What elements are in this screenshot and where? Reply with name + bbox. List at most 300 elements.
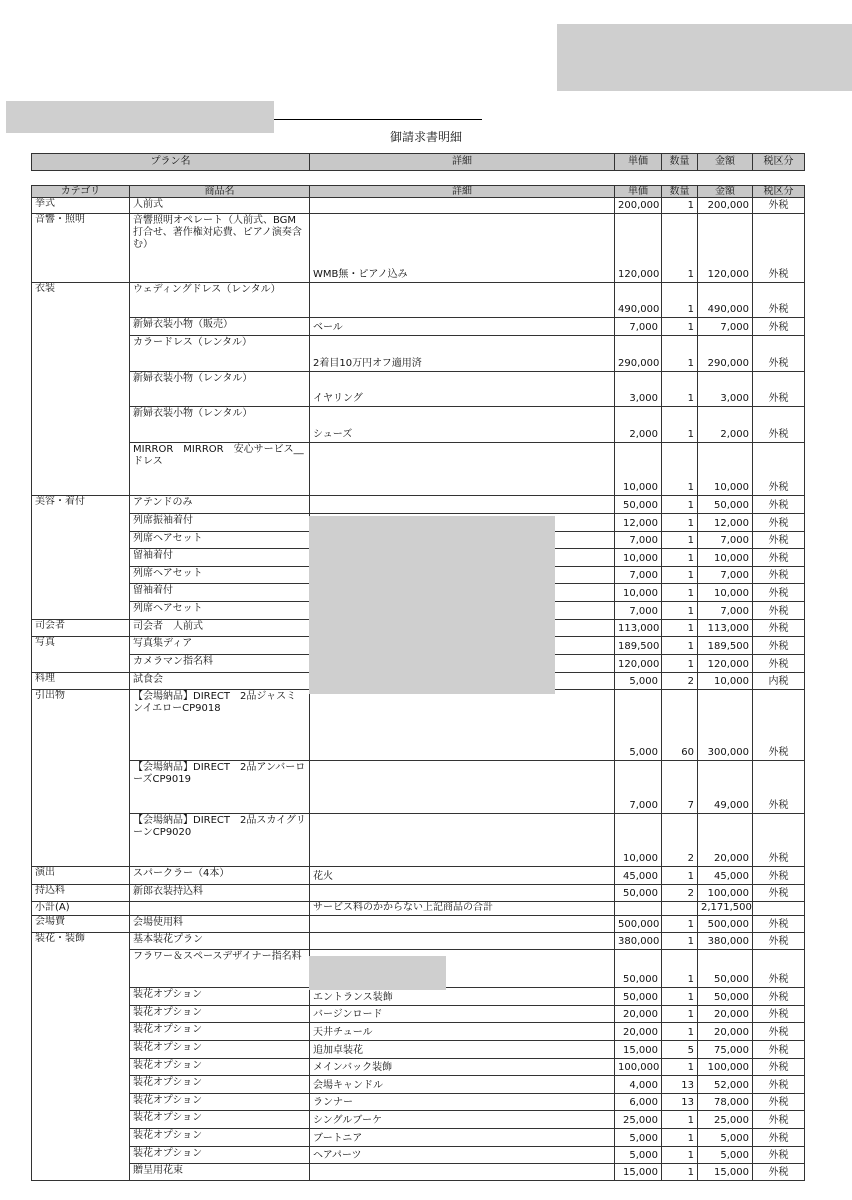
category-cell: 会場費 <box>32 916 130 933</box>
category-cell: 料理 <box>32 673 130 690</box>
category-cell <box>32 1147 130 1164</box>
table-row <box>32 372 805 407</box>
subtotal-row <box>32 902 805 916</box>
subtotal-amount: 2,171,500 <box>698 902 753 916</box>
amount-cell: 7,000 <box>698 532 753 549</box>
quantity-cell: 1 <box>662 336 698 372</box>
item-name-cell: カラードレス（レンタル） <box>130 336 310 372</box>
table-row <box>32 1041 805 1059</box>
category-cell: 美容・着付 <box>32 496 130 514</box>
plan-header-qty: 数量 <box>662 154 698 171</box>
plan-header-amount: 金額 <box>698 154 753 171</box>
category-cell: 挙式 <box>32 198 130 214</box>
tax-type-cell: 外税 <box>753 443 805 496</box>
tax-type-cell: 外税 <box>753 988 805 1006</box>
table-row <box>32 1129 805 1147</box>
unit-price-cell: 200,000 <box>615 198 662 214</box>
quantity-cell: 1 <box>662 532 698 549</box>
table-row <box>32 885 805 902</box>
category-cell <box>32 1094 130 1111</box>
table-row <box>32 867 805 885</box>
unit-price-cell: 10,000 <box>615 443 662 496</box>
category-cell: 司会者 <box>32 620 130 637</box>
unit-price-cell: 380,000 <box>615 933 662 950</box>
quantity-cell: 1 <box>662 514 698 532</box>
quantity-cell: 1 <box>662 407 698 443</box>
category-cell: 写真 <box>32 637 130 655</box>
table-row <box>32 933 805 950</box>
amount-cell: 300,000 <box>698 690 753 761</box>
category-cell <box>32 602 130 620</box>
detail-cell <box>310 1164 615 1181</box>
quantity-cell: 1 <box>662 318 698 336</box>
quantity-cell: 1 <box>662 214 698 283</box>
tax-type-cell: 外税 <box>753 690 805 761</box>
unit-price-cell: 25,000 <box>615 1111 662 1129</box>
tax-type-cell: 外税 <box>753 1111 805 1129</box>
table-row <box>32 988 805 1006</box>
table-row <box>32 1147 805 1164</box>
amount-cell: 200,000 <box>698 198 753 214</box>
tax-type-cell: 外税 <box>753 761 805 814</box>
table-row <box>32 407 805 443</box>
quantity-cell: 13 <box>662 1076 698 1094</box>
category-cell: 持込料 <box>32 885 130 902</box>
amount-cell: 380,000 <box>698 933 753 950</box>
detail-cell: 会場キャンドル <box>310 1076 615 1094</box>
unit-price-cell: 5,000 <box>615 1147 662 1164</box>
item-name-cell: 列席ヘアセット <box>130 532 310 549</box>
item-name-cell: スパークラー（4本） <box>130 867 310 885</box>
tax-type-cell: 外税 <box>753 1094 805 1111</box>
header-category: カテゴリ <box>32 186 130 198</box>
tax-type-cell: 外税 <box>753 1129 805 1147</box>
unit-price-cell: 120,000 <box>615 655 662 673</box>
amount-cell: 10,000 <box>698 584 753 602</box>
unit-price-cell: 7,000 <box>615 602 662 620</box>
item-name-cell: 新婦衣装小物（レンタル） <box>130 372 310 407</box>
detail-cell <box>310 496 615 514</box>
unit-price-cell: 15,000 <box>615 1041 662 1059</box>
quantity-cell: 1 <box>662 198 698 214</box>
item-name-cell: 列席ヘアセット <box>130 602 310 620</box>
tax-type-cell: 外税 <box>753 885 805 902</box>
quantity-cell: 1 <box>662 549 698 567</box>
quantity-cell: 1 <box>662 933 698 950</box>
item-name-cell: 新婦衣装小物（レンタル） <box>130 407 310 443</box>
category-cell: 音響・照明 <box>32 214 130 283</box>
tax-type-cell: 内税 <box>753 673 805 690</box>
amount-cell: 50,000 <box>698 496 753 514</box>
detail-cell: WMB無・ピアノ込み <box>310 214 615 283</box>
quantity-cell: 1 <box>662 916 698 933</box>
table-row <box>32 761 805 814</box>
plan-header-name: プラン名 <box>32 154 310 171</box>
amount-cell: 100,000 <box>698 885 753 902</box>
category-cell: 衣装 <box>32 283 130 318</box>
detail-cell <box>310 933 615 950</box>
category-cell <box>32 1041 130 1059</box>
redaction-box-detail-designer <box>309 956 446 990</box>
unit-price-cell: 10,000 <box>615 814 662 867</box>
table-row <box>32 1076 805 1094</box>
detail-cell <box>310 690 615 761</box>
detail-cell: 追加卓装花 <box>310 1041 615 1059</box>
category-cell <box>32 655 130 673</box>
tax-type-cell: 外税 <box>753 1147 805 1164</box>
unit-price-cell: 5,000 <box>615 690 662 761</box>
tax-type-cell: 外税 <box>753 318 805 336</box>
detail-cell: シューズ <box>310 407 615 443</box>
detail-cell: シングルブーケ <box>310 1111 615 1129</box>
tax-type-cell: 外税 <box>753 933 805 950</box>
detail-cell: ランナー <box>310 1094 615 1111</box>
table-row <box>32 318 805 336</box>
item-name-cell: 装花オプション <box>130 1023 310 1041</box>
category-cell <box>32 1059 130 1076</box>
tax-type-cell: 外税 <box>753 567 805 584</box>
table-row <box>32 214 805 283</box>
table-row <box>32 443 805 496</box>
amount-cell: 78,000 <box>698 1094 753 1111</box>
quantity-cell: 2 <box>662 814 698 867</box>
category-cell <box>32 318 130 336</box>
unit-price-cell: 20,000 <box>615 1006 662 1023</box>
table-row <box>32 496 805 514</box>
detail-cell: バージンロード <box>310 1006 615 1023</box>
unit-price-cell: 20,000 <box>615 1023 662 1041</box>
item-name-cell: 装花オプション <box>130 1041 310 1059</box>
tax-type-cell: 外税 <box>753 496 805 514</box>
quantity-cell: 1 <box>662 602 698 620</box>
item-name-cell: 写真集ディア <box>130 637 310 655</box>
subtotal-price-cell <box>615 902 662 916</box>
category-cell <box>32 1164 130 1181</box>
tax-type-cell: 外税 <box>753 198 805 214</box>
unit-price-cell: 50,000 <box>615 988 662 1006</box>
unit-price-cell: 290,000 <box>615 336 662 372</box>
category-cell: 演出 <box>32 867 130 885</box>
amount-cell: 7,000 <box>698 567 753 584</box>
unit-price-cell: 6,000 <box>615 1094 662 1111</box>
amount-cell: 49,000 <box>698 761 753 814</box>
amount-cell: 10,000 <box>698 673 753 690</box>
item-name-cell: 留袖着付 <box>130 584 310 602</box>
detail-cell: 花火 <box>310 867 615 885</box>
item-name-cell: 装花オプション <box>130 1129 310 1147</box>
amount-cell: 290,000 <box>698 336 753 372</box>
detail-cell <box>310 885 615 902</box>
unit-price-cell: 5,000 <box>615 1129 662 1147</box>
item-name-cell: 新婦衣装小物（販売） <box>130 318 310 336</box>
category-cell: 引出物 <box>32 690 130 761</box>
item-name-cell: 装花オプション <box>130 988 310 1006</box>
category-cell <box>32 988 130 1006</box>
category-cell: 装花・装飾 <box>32 933 130 950</box>
item-name-cell: アテンドのみ <box>130 496 310 514</box>
category-cell <box>32 407 130 443</box>
tax-type-cell: 外税 <box>753 1164 805 1181</box>
category-cell <box>32 1076 130 1094</box>
quantity-cell: 1 <box>662 567 698 584</box>
quantity-cell: 1 <box>662 283 698 318</box>
amount-cell: 7,000 <box>698 602 753 620</box>
unit-price-cell: 12,000 <box>615 514 662 532</box>
item-name-cell: 留袖着付 <box>130 549 310 567</box>
table-row <box>32 283 805 318</box>
detail-cell: エントランス装飾 <box>310 988 615 1006</box>
recipient-underline <box>274 119 482 120</box>
table-row <box>32 1006 805 1023</box>
item-name-cell: フラワー＆スペースデザイナー指名料 <box>130 950 310 988</box>
quantity-cell: 1 <box>662 1111 698 1129</box>
quantity-cell: 1 <box>662 1059 698 1076</box>
tax-type-cell: 外税 <box>753 637 805 655</box>
tax-type-cell: 外税 <box>753 602 805 620</box>
category-cell <box>32 1111 130 1129</box>
plan-header-tax: 税区分 <box>753 154 805 171</box>
tax-type-cell: 外税 <box>753 655 805 673</box>
unit-price-cell: 2,000 <box>615 407 662 443</box>
tax-type-cell: 外税 <box>753 532 805 549</box>
detail-cell: イヤリング <box>310 372 615 407</box>
amount-cell: 45,000 <box>698 867 753 885</box>
amount-cell: 10,000 <box>698 443 753 496</box>
quantity-cell: 1 <box>662 867 698 885</box>
item-name-cell: ウェディングドレス（レンタル） <box>130 283 310 318</box>
quantity-cell: 1 <box>662 620 698 637</box>
table-row <box>32 1094 805 1111</box>
unit-price-cell: 500,000 <box>615 916 662 933</box>
item-name-cell: 列席振袖着付 <box>130 514 310 532</box>
tax-type-cell: 外税 <box>753 407 805 443</box>
item-name-cell: カメラマン指名料 <box>130 655 310 673</box>
detail-cell: ヘアパーツ <box>310 1147 615 1164</box>
category-cell <box>32 372 130 407</box>
tax-type-cell: 外税 <box>753 950 805 988</box>
redaction-box-top-right <box>557 24 852 91</box>
amount-cell: 20,000 <box>698 1006 753 1023</box>
quantity-cell: 1 <box>662 1006 698 1023</box>
quantity-cell: 1 <box>662 584 698 602</box>
item-name-cell: 新郎衣装持込料 <box>130 885 310 902</box>
tax-type-cell: 外税 <box>753 1006 805 1023</box>
unit-price-cell: 189,500 <box>615 637 662 655</box>
tax-type-cell: 外税 <box>753 1076 805 1094</box>
item-name-cell: 装花オプション <box>130 1076 310 1094</box>
subtotal-name-cell <box>130 902 310 916</box>
detail-cell: 2着目10万円オフ適用済 <box>310 336 615 372</box>
tax-type-cell: 外税 <box>753 549 805 567</box>
detail-cell: ブートニア <box>310 1129 615 1147</box>
detail-cell <box>310 198 615 214</box>
quantity-cell: 1 <box>662 988 698 1006</box>
tax-type-cell: 外税 <box>753 336 805 372</box>
unit-price-cell: 10,000 <box>615 584 662 602</box>
amount-cell: 20,000 <box>698 814 753 867</box>
detail-cell <box>310 916 615 933</box>
amount-cell: 3,000 <box>698 372 753 407</box>
unit-price-cell: 100,000 <box>615 1059 662 1076</box>
amount-cell: 12,000 <box>698 514 753 532</box>
unit-price-cell: 113,000 <box>615 620 662 637</box>
category-cell <box>32 532 130 549</box>
quantity-cell: 1 <box>662 372 698 407</box>
category-cell <box>32 443 130 496</box>
plan-header-table <box>31 153 805 171</box>
subtotal-tax-cell <box>753 902 805 916</box>
item-name-cell: 贈呈用花束 <box>130 1164 310 1181</box>
amount-cell: 75,000 <box>698 1041 753 1059</box>
tax-type-cell: 外税 <box>753 584 805 602</box>
item-name-cell: 人前式 <box>130 198 310 214</box>
category-cell <box>32 1129 130 1147</box>
amount-cell: 5,000 <box>698 1129 753 1147</box>
unit-price-cell: 3,000 <box>615 372 662 407</box>
quantity-cell: 2 <box>662 885 698 902</box>
item-name-cell: MIRROR MIRROR 安心サービス__ドレス <box>130 443 310 496</box>
tax-type-cell: 外税 <box>753 620 805 637</box>
category-cell <box>32 549 130 567</box>
unit-price-cell: 7,000 <box>615 761 662 814</box>
unit-price-cell: 50,000 <box>615 950 662 988</box>
category-cell <box>32 514 130 532</box>
quantity-cell: 7 <box>662 761 698 814</box>
amount-cell: 120,000 <box>698 655 753 673</box>
amount-cell: 113,000 <box>698 620 753 637</box>
item-name-cell: 【会場納品】DIRECT 2品スカイグリーンCP9020 <box>130 814 310 867</box>
item-name-cell: 装花オプション <box>130 1059 310 1076</box>
item-name-cell: 【会場納品】DIRECT 2品ジャスミンイエローCP9018 <box>130 690 310 761</box>
tax-type-cell: 外税 <box>753 214 805 283</box>
category-cell <box>32 1006 130 1023</box>
unit-price-cell: 15,000 <box>615 1164 662 1181</box>
item-name-cell: 装花オプション <box>130 1006 310 1023</box>
category-cell <box>32 336 130 372</box>
tax-type-cell: 外税 <box>753 1041 805 1059</box>
detail-cell <box>310 443 615 496</box>
table-row <box>32 1023 805 1041</box>
item-name-cell: 装花オプション <box>130 1111 310 1129</box>
quantity-cell: 13 <box>662 1094 698 1111</box>
plan-header-price: 単価 <box>615 154 662 171</box>
amount-cell: 10,000 <box>698 549 753 567</box>
table-row <box>32 198 805 214</box>
table-row <box>32 916 805 933</box>
unit-price-cell: 10,000 <box>615 549 662 567</box>
table-row <box>32 1059 805 1076</box>
amount-cell: 2,000 <box>698 407 753 443</box>
item-name-cell: 音響照明オペレート（人前式、BGM打合せ、著作権対応費、ピアノ演奏含む） <box>130 214 310 283</box>
subtotal-qty-cell <box>662 902 698 916</box>
detail-cell: 天井チュール <box>310 1023 615 1041</box>
table-row <box>32 1164 805 1181</box>
item-name-cell: 【会場納品】DIRECT 2品アンバーローズCP9019 <box>130 761 310 814</box>
category-cell <box>32 584 130 602</box>
quantity-cell: 1 <box>662 1129 698 1147</box>
quantity-cell: 1 <box>662 637 698 655</box>
subtotal-label: 小計(A) <box>32 902 130 916</box>
unit-price-cell: 4,000 <box>615 1076 662 1094</box>
table-row <box>32 814 805 867</box>
header-qty: 数量 <box>662 186 698 198</box>
item-name-cell: 装花オプション <box>130 1094 310 1111</box>
amount-cell: 50,000 <box>698 950 753 988</box>
table-row <box>32 690 805 761</box>
tax-type-cell: 外税 <box>753 1023 805 1041</box>
amount-cell: 5,000 <box>698 1147 753 1164</box>
page-title: 御請求書明細 <box>389 130 462 144</box>
tax-type-cell: 外税 <box>753 514 805 532</box>
unit-price-cell: 50,000 <box>615 496 662 514</box>
tax-type-cell: 外税 <box>753 1059 805 1076</box>
header-item-name: 商品名 <box>130 186 310 198</box>
quantity-cell: 1 <box>662 655 698 673</box>
tax-type-cell: 外税 <box>753 372 805 407</box>
quantity-cell: 1 <box>662 950 698 988</box>
item-name-cell: 試食会 <box>130 673 310 690</box>
unit-price-cell: 45,000 <box>615 867 662 885</box>
unit-price-cell: 120,000 <box>615 214 662 283</box>
tax-type-cell: 外税 <box>753 814 805 867</box>
unit-price-cell: 5,000 <box>615 673 662 690</box>
tax-type-cell: 外税 <box>753 867 805 885</box>
item-name-cell: 会場使用料 <box>130 916 310 933</box>
subtotal-note: サービス料のかからない上記商品の合計 <box>310 902 615 916</box>
amount-cell: 50,000 <box>698 988 753 1006</box>
quantity-cell: 1 <box>662 443 698 496</box>
detail-cell: メインバック装飾 <box>310 1059 615 1076</box>
detail-cell <box>310 814 615 867</box>
table-row <box>32 336 805 372</box>
detail-cell <box>310 283 615 318</box>
item-name-cell: 装花オプション <box>130 1147 310 1164</box>
quantity-cell: 2 <box>662 673 698 690</box>
header-price: 単価 <box>615 186 662 198</box>
header-amount: 金額 <box>698 186 753 198</box>
unit-price-cell: 7,000 <box>615 318 662 336</box>
quantity-cell: 1 <box>662 1164 698 1181</box>
detail-cell <box>310 761 615 814</box>
unit-price-cell: 490,000 <box>615 283 662 318</box>
category-cell <box>32 567 130 584</box>
quantity-cell: 1 <box>662 1023 698 1041</box>
table-row <box>32 1111 805 1129</box>
unit-price-cell: 7,000 <box>615 567 662 584</box>
category-cell <box>32 814 130 867</box>
header-detail: 詳細 <box>310 186 615 198</box>
category-cell <box>32 761 130 814</box>
detail-cell: ベール <box>310 318 615 336</box>
unit-price-cell: 7,000 <box>615 532 662 549</box>
category-cell <box>32 1023 130 1041</box>
item-name-cell: 司会者 人前式 <box>130 620 310 637</box>
quantity-cell: 1 <box>662 1147 698 1164</box>
quantity-cell: 1 <box>662 496 698 514</box>
amount-cell: 7,000 <box>698 318 753 336</box>
item-name-cell: 列席ヘアセット <box>130 567 310 584</box>
quantity-cell: 5 <box>662 1041 698 1059</box>
amount-cell: 120,000 <box>698 214 753 283</box>
plan-header-detail: 詳細 <box>310 154 615 171</box>
item-name-cell: 基本装花プラン <box>130 933 310 950</box>
amount-cell: 15,000 <box>698 1164 753 1181</box>
amount-cell: 25,000 <box>698 1111 753 1129</box>
category-cell <box>32 950 130 988</box>
amount-cell: 52,000 <box>698 1076 753 1094</box>
amount-cell: 189,500 <box>698 637 753 655</box>
header-tax: 税区分 <box>753 186 805 198</box>
